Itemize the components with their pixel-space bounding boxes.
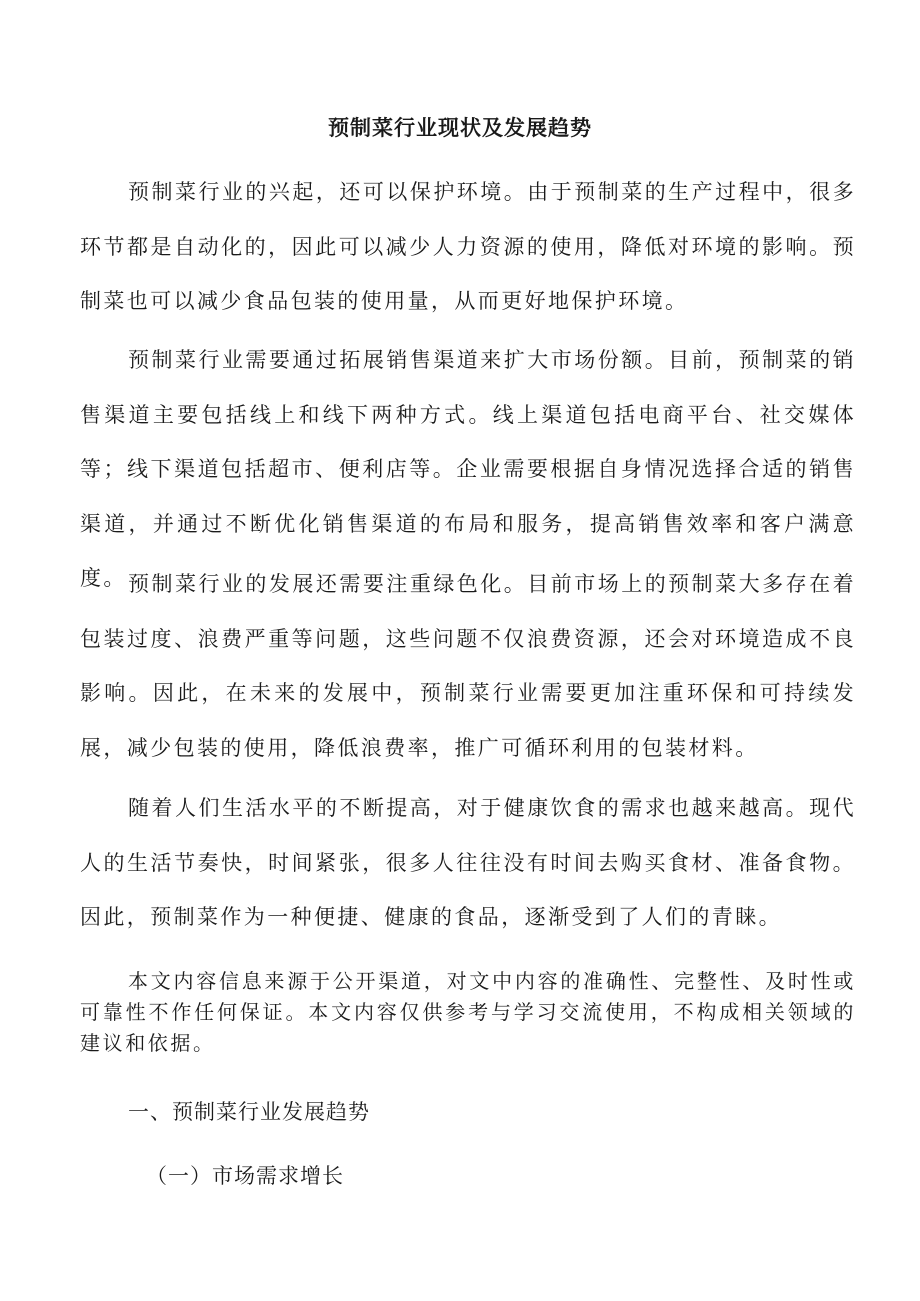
document-title: 预制菜行业现状及发展趋势 [328, 115, 592, 140]
body-paragraph: 随着人们生活水平的不断提高，对于健康饮食的需求也越来越高。现代人的生活节奏快，时间紧张，很多人往往没有时间去购买食材、准备食物。因此，预制菜作为一种便捷、健康的食品，逐渐受到了人们的青睐。 [80, 796, 856, 929]
body-paragraph: 预制菜行业的发展还需要注重绿色化。目前市场上的预制菜大多存在着包装过度、浪费严重等问题，这些问题不仅浪费资源，还会对环境造成不良影响。因此，在未来的发展中，预制菜行业需要更加注重环保和可持续发展，减少包装的使用，降低浪费率，推广可循环利用的包装材料。 [80, 572, 856, 760]
body-paragraph: 预制菜行业的兴起，还可以保护环境。由于预制菜的生产过程中，很多环节都是自动化的，因此可以减少人力资源的使用，降低对环境的影响。预制菜也可以减少食品包装的使用量，从而更好地保护环境。 [80, 180, 856, 313]
body-paragraph: 预制菜行业需要通过拓展销售渠道来扩大市场份额。目前，预制菜的销售渠道主要包括线上和线下两种方式。线上渠道包括电商平台、社交媒体等；线下渠道包括超市、便利店等。企业需要根据自身情况选择合适的销售渠道，并通过不断优化销售渠道的布局和服务，提高销售效率和客户满意度。 [80, 348, 856, 590]
section-heading: 一、预制菜行业发展趋势 [128, 1100, 370, 1124]
subsection-heading: （一）市场需求增长 [146, 1164, 344, 1188]
disclaimer-paragraph: 本文内容信息来源于公开渠道，对文中内容的准确性、完整性、及时性或可靠性不作任何保证。本文内容仅供参考与学习交流使用，不构成相关领域的建议和依据。 [80, 969, 856, 1055]
